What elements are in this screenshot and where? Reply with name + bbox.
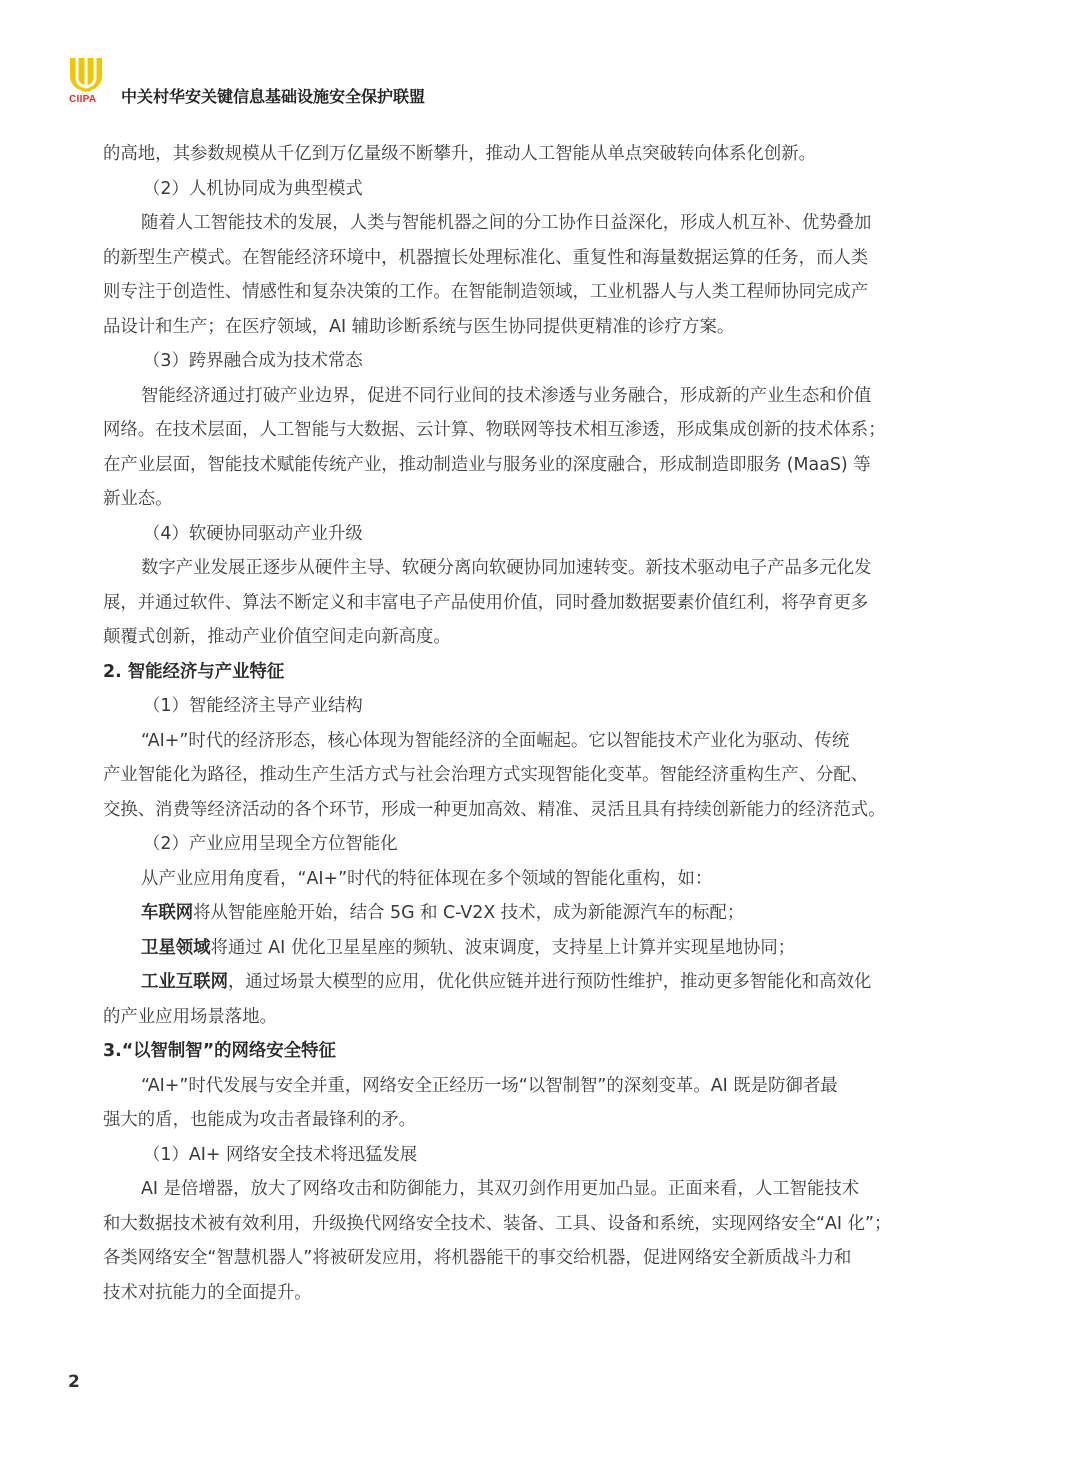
list-item-text: 将从智能座舱开始，结合 5G 和 C-V2X 技术，成为新能源汽车的标配； (193, 903, 745, 923)
paragraph-line: 在产业层面，智能技术赋能传统产业，推动制造业与服务业的深度融合，形成制造即服务 (MaaS) 等 (103, 454, 871, 475)
paragraph-line: 颠覆式创新，推动产业价值空间走向新高度。 (103, 627, 451, 647)
subsection-heading: （3）跨界融合成为技术常态 (143, 351, 363, 371)
paragraph-line: AI 是倍增器，放大了网络攻击和防御能力，其双刃剑作用更加凸显。正面来看，人工智能技术 (141, 1179, 860, 1199)
paragraph-line: 交换、消费等经济活动的各个环节，形成一种更加高效、精准、灵活且具有持续创新能力的经济范式。 (103, 799, 886, 820)
paragraph-line: 强大的盾，也能成为攻击者最锋利的矛。 (103, 1110, 417, 1130)
paragraph-line: 的新型生产模式。在智能经济环境中，机器擅长处理标准化、重复性和海量数据运算的任务，而人类 (103, 247, 869, 268)
logo-text: CIIPA (69, 94, 97, 105)
paragraph-line: 新业态。 (103, 489, 173, 509)
organization-name: 中关村华安关键信息基础设施安全保护联盟 (121, 87, 426, 106)
section-heading: 2. 智能经济与产业特征 (103, 661, 285, 682)
subsection-heading: （4）软硬协同驱动产业升级 (143, 523, 363, 544)
page-header (66, 56, 566, 108)
list-item-text: ，通过场景大模型的应用，优化供应链并进行预防性维护，推动更多智能化和高效化 (227, 972, 872, 992)
list-item-text: 将通过 AI 优化卫星星座的频轨、波束调度，支持星上计算并实现星地协同； (210, 937, 796, 958)
paragraph-line: 随着人工智能技术的发展，人类与智能机器之间的分工协作日益深化，形成人机互补、优势叠加 (141, 213, 872, 233)
subsection-heading: （2）人机协同成为典型模式 (143, 178, 363, 199)
ciipa-logo (66, 56, 106, 108)
paragraph-line: 技术对抗能力的全面提升。 (103, 1282, 312, 1303)
subsection-heading: （1）智能经济主导产业结构 (143, 696, 363, 716)
document-body (103, 137, 943, 1310)
paragraph-line: “AI+”时代的经济形态，核心体现为智能经济的全面崛起。它以智能技术产业化为驱动、传统 (141, 730, 850, 751)
section-heading: 3.“以智制智”的网络安全特征 (103, 1041, 336, 1061)
paragraph-line: 的高地，其参数规模从千亿到万亿量级不断攀升，推动人工智能从单点突破转向体系化创新。 (103, 144, 817, 164)
shield-logo-icon (66, 56, 106, 94)
list-item (103, 896, 943, 931)
list-item (103, 965, 943, 1000)
list-item (103, 931, 943, 966)
paragraph-line: 数字产业发展正逐步从硬件主导、软硬分离向软硬协同加速转变。新技术驱动电子产品多元化发 (141, 558, 872, 578)
paragraph-line: 产业智能化为路径，推动生产生活方式与社会治理方式实现智能化变革。智能经济重构生产、分配、 (103, 765, 869, 785)
paragraph-line: 和大数据技术被有效利用，升级换代网络安全技术、装备、工具、设备和系统，实现网络安全“AI 化”； (103, 1213, 892, 1234)
paragraph-line: 展，并通过软件、算法不断定义和丰富电子产品使用价值，同时叠加数据要素价值红利，将孕育更多 (103, 592, 869, 613)
paragraph-line: “AI+”时代发展与安全并重，网络安全正经历一场“以智制智”的深刻变革。AI 既是防御者最 (141, 1075, 838, 1096)
paragraph-line: 则专注于创造性、情感性和复杂决策的工作。在智能制造领域，工业机器人与人类工程师协同完成产 (103, 282, 869, 302)
paragraph-line: 网络。在技术层面，人工智能与大数据、云计算、物联网等技术相互渗透，形成集成创新的技术体系； (103, 420, 886, 440)
paragraph-line: 的产业应用场景落地。 (103, 1006, 277, 1027)
paragraph-line: 各类网络安全“智慧机器人”将被研发应用，将机器能干的事交给机器，促进网络安全新质战斗力和 (103, 1248, 852, 1268)
paragraph-line: 品设计和生产；在医疗领域，AI 辅助诊断系统与医生协同提供更精准的诊疗方案。 (103, 316, 735, 337)
paragraph-line: 智能经济通过打破产业边界，促进不同行业间的技术渗透与业务融合，形成新的产业生态和价值 (141, 385, 872, 406)
paragraph-line: 从产业应用角度看，“AI+”时代的特征体现在多个领域的智能化重构，如： (141, 868, 713, 889)
list-item-term: 工业互联网 (141, 972, 228, 992)
subsection-heading: （2）产业应用呈现全方位智能化 (143, 834, 398, 854)
list-item-term: 车联网 (141, 903, 194, 923)
page-number: 2 (68, 1372, 80, 1392)
list-item-term: 卫星领域 (141, 937, 211, 958)
subsection-heading: （1）AI+ 网络安全技术将迅猛发展 (143, 1144, 418, 1165)
